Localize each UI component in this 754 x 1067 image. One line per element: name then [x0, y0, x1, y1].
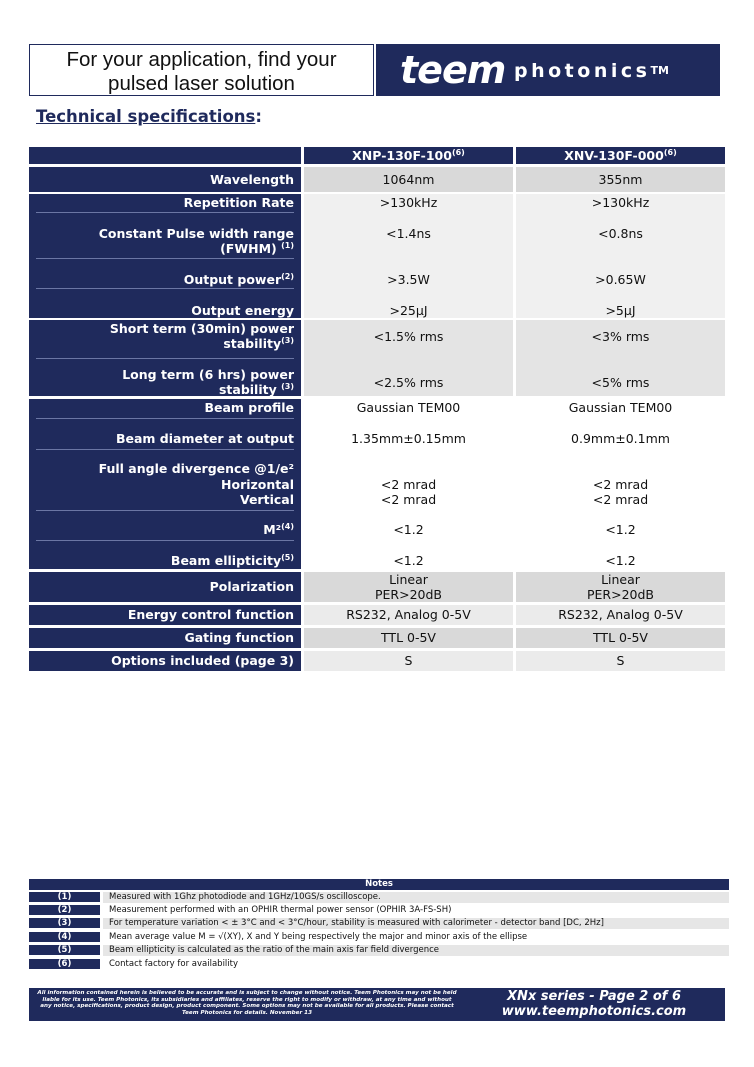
- output-power-text: Output power: [183, 272, 282, 287]
- output-energy-label: Output energy: [191, 303, 294, 318]
- beam-diameter-xnp: 1.35mm±0.15mm: [351, 431, 466, 446]
- logo-word-teem: teem: [400, 48, 506, 92]
- table-corner-header: [29, 147, 301, 164]
- divider: [36, 510, 294, 511]
- pulse-width-xnv: <0.8ns: [598, 226, 643, 241]
- note-text: For temperature variation < ± 3°C and < 3°C/hour, stability is measured with calorimeter - detector band [DC, 2Hz]: [103, 918, 729, 929]
- logo-trademark: TM: [650, 64, 669, 77]
- note-number: (3): [29, 918, 100, 928]
- note-number: (4): [29, 932, 100, 942]
- long-term-xnv: <5% rms: [591, 375, 650, 390]
- column-header-xnv: [516, 147, 725, 164]
- long-term-label-2: [219, 382, 294, 397]
- short-term-stability: stability: [223, 336, 282, 351]
- ellipticity-xnp: <1.2: [393, 553, 424, 568]
- divergence-v-xnp: <2 mrad: [380, 492, 437, 507]
- energy-control-xnp: [304, 605, 513, 625]
- m2-note: (4): [281, 521, 294, 531]
- footer-page-number: XNx series - Page 2 of 6: [506, 989, 682, 1004]
- xnp-note: (6): [451, 147, 465, 157]
- note-number: (2): [29, 905, 100, 915]
- note-number: (6): [29, 959, 100, 969]
- pulse-width-label-1: Constant Pulse width range: [98, 226, 294, 241]
- options-xnp-value: S: [404, 653, 413, 668]
- short-term-label-2: [223, 336, 294, 351]
- group-values-beam-xnv: [516, 399, 725, 569]
- short-term-xnv: <3% rms: [591, 329, 650, 344]
- ellipticity-xnv: <1.2: [605, 553, 636, 568]
- energy-control-xnv-value: RS232, Analog 0-5V: [558, 607, 683, 622]
- energy-control-xnv: [516, 605, 725, 625]
- note-text: Beam ellipticity is calculated as the ratio of the main axis far field divergence: [103, 945, 729, 956]
- long-term-stability: stability: [218, 382, 277, 397]
- ellipticity-note: (5): [281, 552, 294, 562]
- polarization-xnp-per: PER>20dB: [374, 587, 442, 602]
- row-label-wavelength: [29, 167, 301, 192]
- gating-xnv: [516, 628, 725, 648]
- output-power-xnv: >0.65W: [595, 272, 646, 287]
- gating-label: Gating function: [184, 630, 294, 645]
- energy-control-label: Energy control function: [127, 607, 294, 622]
- polarization-label: Polarization: [209, 579, 294, 594]
- output-power-xnp: >3.5W: [387, 272, 430, 287]
- footer-bar: [29, 988, 725, 1021]
- note-text: Mean average value M = √(XY), X and Y being respectively the major and minor axis of the ellipse: [109, 932, 528, 942]
- section-title: [36, 107, 262, 126]
- rep-rate-xnp: >130kHz: [379, 195, 438, 210]
- xnv-model: XNV-130F-000: [564, 148, 664, 163]
- divider: [36, 212, 294, 213]
- row-label-energy-control: [29, 605, 301, 625]
- notes-title: Notes: [29, 879, 729, 890]
- polarization-xnv: [516, 572, 725, 602]
- beam-diameter-label: Beam diameter at output: [115, 431, 294, 446]
- group-label-stability: [29, 320, 301, 396]
- polarization-xnv-per: PER>20dB: [586, 587, 654, 602]
- rep-rate-label: Repetition Rate: [183, 195, 294, 210]
- m2-label: [263, 522, 294, 537]
- beam-profile-xnp: Gaussian TEM00: [356, 400, 461, 415]
- xnv-note: (6): [663, 147, 677, 157]
- gating-xnv-value: TTL 0-5V: [593, 630, 648, 645]
- output-power-label: [184, 272, 294, 287]
- wavelength-xnp-value: 1064nm: [382, 172, 435, 187]
- divider: [36, 358, 294, 359]
- note-text: Measurement performed with an OPHIR thermal power sensor (OPHIR 3A-FS-SH): [109, 905, 452, 915]
- note-text: Measured with 1Ghz photodiode and 1GHz/10GS/s oscilloscope.: [103, 892, 729, 903]
- divider: [36, 288, 294, 289]
- row-label-gating: [29, 628, 301, 648]
- beam-diameter-xnv: 0.9mm±0.1mm: [571, 431, 670, 446]
- options-xnv: [516, 651, 725, 671]
- divergence-horizontal-label: Horizontal: [221, 477, 294, 492]
- wavelength-label: Wavelength: [210, 172, 294, 187]
- m2-xnv: <1.2: [605, 522, 636, 537]
- section-title-text: Technical specifications: [36, 107, 256, 126]
- output-energy-xnv: >5µJ: [605, 303, 636, 318]
- polarization-xnp: [304, 572, 513, 602]
- pulse-width-xnp: <1.4ns: [386, 226, 431, 241]
- rep-rate-xnv: >130kHz: [591, 195, 650, 210]
- teem-photonics-logo: [376, 44, 720, 96]
- group-label-beam: [29, 399, 301, 569]
- divider: [36, 540, 294, 541]
- logo-photonics-text: photonics: [514, 60, 651, 82]
- row-label-options: [29, 651, 301, 671]
- output-energy-xnp: >25µJ: [389, 303, 428, 318]
- tagline-box: [29, 44, 374, 96]
- options-label: Options included (page 3): [111, 653, 294, 668]
- pulse-width-fwhm: (FWHM): [220, 241, 277, 256]
- footer-website-link[interactable]: www.teemphotonics.com: [501, 1004, 687, 1019]
- options-xnp: [304, 651, 513, 671]
- beam-profile-label: Beam profile: [204, 400, 294, 415]
- group-values-beam-xnp: [304, 399, 513, 569]
- divider: [36, 418, 294, 419]
- gating-xnp: [304, 628, 513, 648]
- short-term-xnp: <1.5% rms: [373, 329, 444, 344]
- divergence-h-xnv: <2 mrad: [592, 477, 649, 492]
- short-term-note: (3): [281, 335, 294, 345]
- short-term-label-1: Short term (30min) power: [109, 321, 294, 336]
- section-title-colon: :: [255, 107, 262, 126]
- beam-profile-xnv: Gaussian TEM00: [568, 400, 673, 415]
- xnp-model: XNP-130F-100: [352, 148, 452, 163]
- note-number: (5): [29, 945, 100, 955]
- wavelength-xnp: [304, 167, 513, 192]
- divider: [36, 258, 294, 259]
- m2-xnp: <1.2: [393, 522, 424, 537]
- note-number: (1): [29, 892, 100, 902]
- ellipticity-text: Beam ellipticity: [170, 553, 282, 568]
- logo-word-photonics: [514, 60, 669, 82]
- divergence-vertical-label: Vertical: [239, 492, 294, 507]
- energy-control-xnp-value: RS232, Analog 0-5V: [346, 607, 471, 622]
- divider: [36, 449, 294, 450]
- long-term-note: (3): [281, 381, 294, 391]
- options-xnv-value: S: [616, 653, 625, 668]
- polarization-xnv-type: Linear: [601, 572, 640, 587]
- divergence-label: Full angle divergence @1/e²: [98, 461, 294, 476]
- divergence-h-xnp: <2 mrad: [380, 477, 437, 492]
- long-term-label-1: Long term (6 hrs) power: [122, 367, 294, 382]
- m2-text: M²: [263, 522, 282, 537]
- polarization-xnp-type: Linear: [389, 572, 428, 587]
- pulse-width-note: (1): [281, 240, 294, 250]
- note-text: Contact factory for availability: [109, 959, 239, 969]
- pulse-width-label-2: [220, 241, 294, 256]
- ellipticity-label: [171, 553, 294, 568]
- group-values-output-xnv: [516, 194, 725, 318]
- footer-disclaimer: All information contained herein is believed to be accurate and is subject to change without notice. Teem Photonics may not be held liable for its use. Teem Photonics, its subsidiaries and affiliates, reserve the right to modify or withdraw, at any time and without any notice, specifications, product design, product component. Some options may not be available for all products. Please contact Teem Photonics for details. November 13: [37, 990, 457, 1017]
- tagline-line-1: For your application, find your: [66, 48, 337, 71]
- group-values-stability-xnv: [516, 320, 725, 396]
- wavelength-xnv: [516, 167, 725, 192]
- output-power-note: (2): [281, 271, 294, 281]
- row-label-polarization: [29, 572, 301, 602]
- wavelength-xnv-value: 355nm: [598, 172, 643, 187]
- long-term-xnp: <2.5% rms: [373, 375, 444, 390]
- group-label-output: [29, 194, 301, 318]
- group-values-stability-xnp: [304, 320, 513, 396]
- gating-xnp-value: TTL 0-5V: [381, 630, 436, 645]
- column-header-xnp: [304, 147, 513, 164]
- divergence-v-xnv: <2 mrad: [592, 492, 649, 507]
- group-values-output-xnp: [304, 194, 513, 318]
- tagline-line-2: pulsed laser solution: [108, 72, 295, 95]
